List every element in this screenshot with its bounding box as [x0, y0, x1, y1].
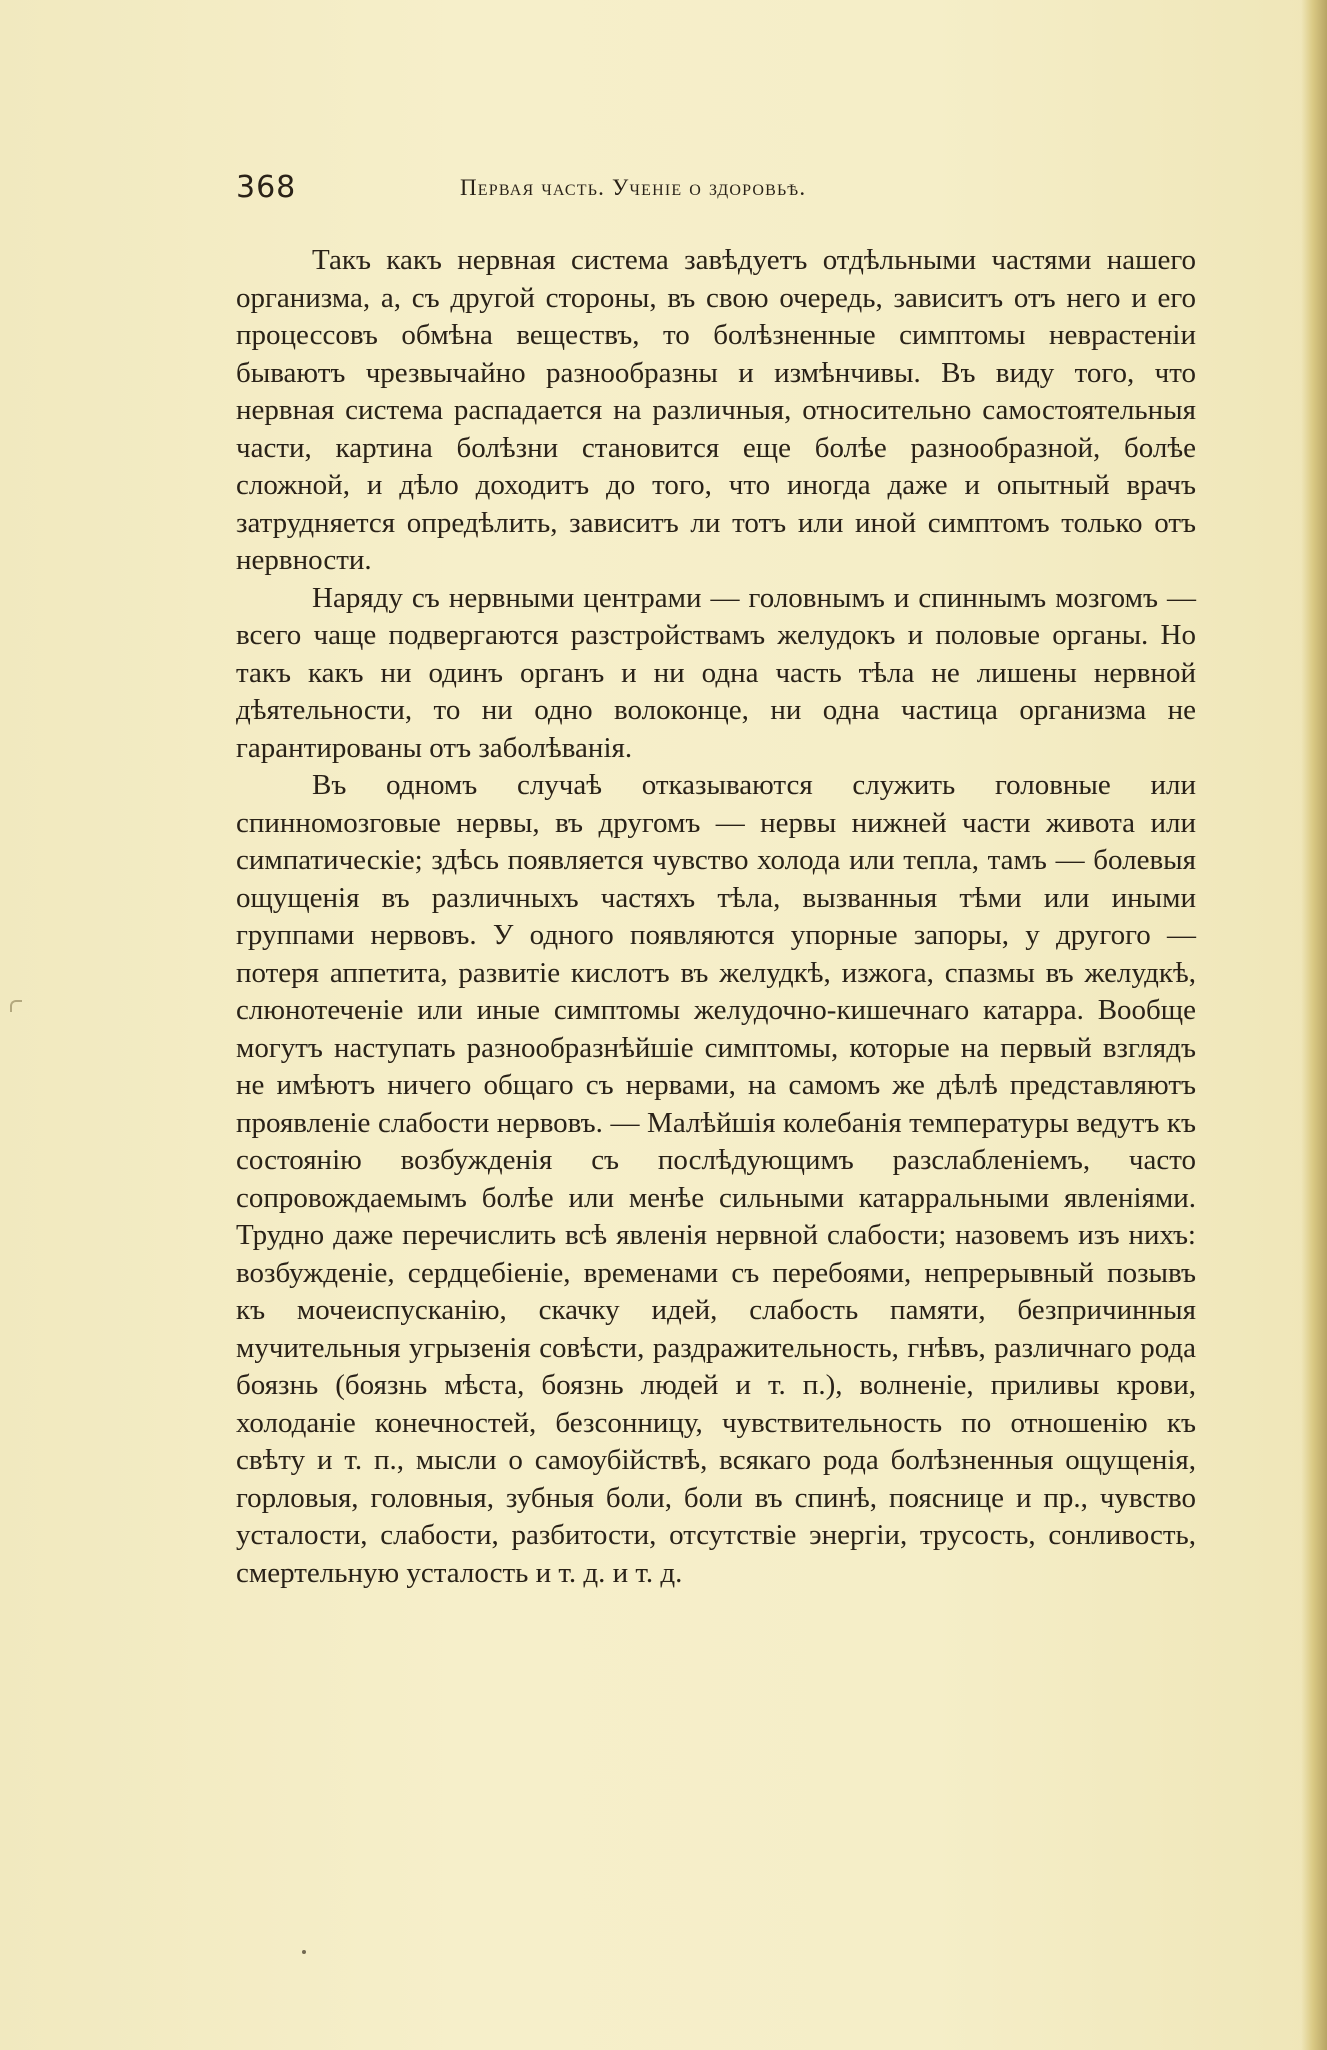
running-head: Первая часть. Ученіе о здоровьѣ.	[460, 175, 807, 200]
paragraph-2: Наряду съ нервными центрами — головнымъ и спиннымъ мозгомъ — всего чаще подвергаются разстройствамъ желудокъ и половые органы. Но такъ какъ ни одинъ органъ и ни одна часть тѣла не лишены нервной дѣятельности, то ни одно волоконце, ни одна частица организма не гарантированы отъ заболѣванія.	[236, 581, 1196, 764]
page-number: 368	[236, 170, 297, 205]
page-edge-shadow	[1301, 0, 1327, 2050]
paragraph-3: Въ одномъ случаѣ отказываются служить головные или спинномозговые нервы, въ другомъ — нервы нижней части живота или симпатическіе; здѣсь появляется чувство холода или тепла, тамъ — болевыя ощущенія въ различныхъ частяхъ тѣла, вызванныя тѣми или иными группами нервовъ. У одного появляются упорные запоры, у другого — потеря аппетита, развитіе кислотъ въ желудкѣ, изжога, спазмы въ желудкѣ, слюнотеченіе или иные симптомы желудочно-кишечнаго катарра. Вообще могутъ наступать разнообразнѣйшіе симптомы, которые на первый взглядъ не имѣютъ ничего общаго съ нервами, на самомъ же дѣлѣ представляютъ проявленіе слабости нервовъ. — Малѣйшія колебанія температуры ведутъ къ состоянію возбужденія съ послѣдующимъ разслабленіемъ, часто сопровождаемымъ болѣе или менѣе сильными катарральными явленіями. Трудно даже перечислить всѣ явленія нервной слабости; назовемъ изъ нихъ: возбужденіе, сердцебіеніе, временами съ перебоями, непрерывный позывъ къ мочеиспусканію, скачку идей, слабость памяти, безпричинныя мучительныя угрызенія совѣсти, раздражительность, гнѣвъ, различнаго рода боязнь (боязнь мѣста, боязнь людей и т. п.), волненіе, приливы крови, холоданіе конечностей, безсонницу, чувствительность по отношенію къ свѣту и т. п., мысли о самоубійствѣ, всякаго рода болѣзненныя ощущенія, горловыя, головныя, зубныя боли, боли въ спинѣ, пояснице и пр., чувство усталости, слабости, разбитости, отсутствіе энергіи, трусость, сонливость, смертельную усталость и т. д. и т. д.	[236, 769, 1196, 1589]
page-header	[236, 170, 1196, 210]
body-text	[236, 242, 1196, 1592]
margin-mark	[10, 1000, 22, 1012]
ink-speck	[302, 1950, 306, 1954]
paragraph-1: Такъ какъ нервная система завѣдуетъ отдѣльными частями нашего организма, а, съ другой стороны, въ свою очередь, зависитъ отъ него и его процессовъ обмѣна веществъ, то болѣзненные симптомы неврастеніи бываютъ чрезвычайно разнообразны и измѣнчивы. Въ виду того, что нервная система распадается на различныя, относительно самостоятельныя части, картина болѣзни становится еще болѣе разнообразной, болѣе сложной, и дѣло доходитъ до того, что иногда даже и опытный врачъ затрудняется опредѣлить, зависитъ ли тотъ или иной симптомъ только отъ нервности.	[236, 244, 1196, 576]
